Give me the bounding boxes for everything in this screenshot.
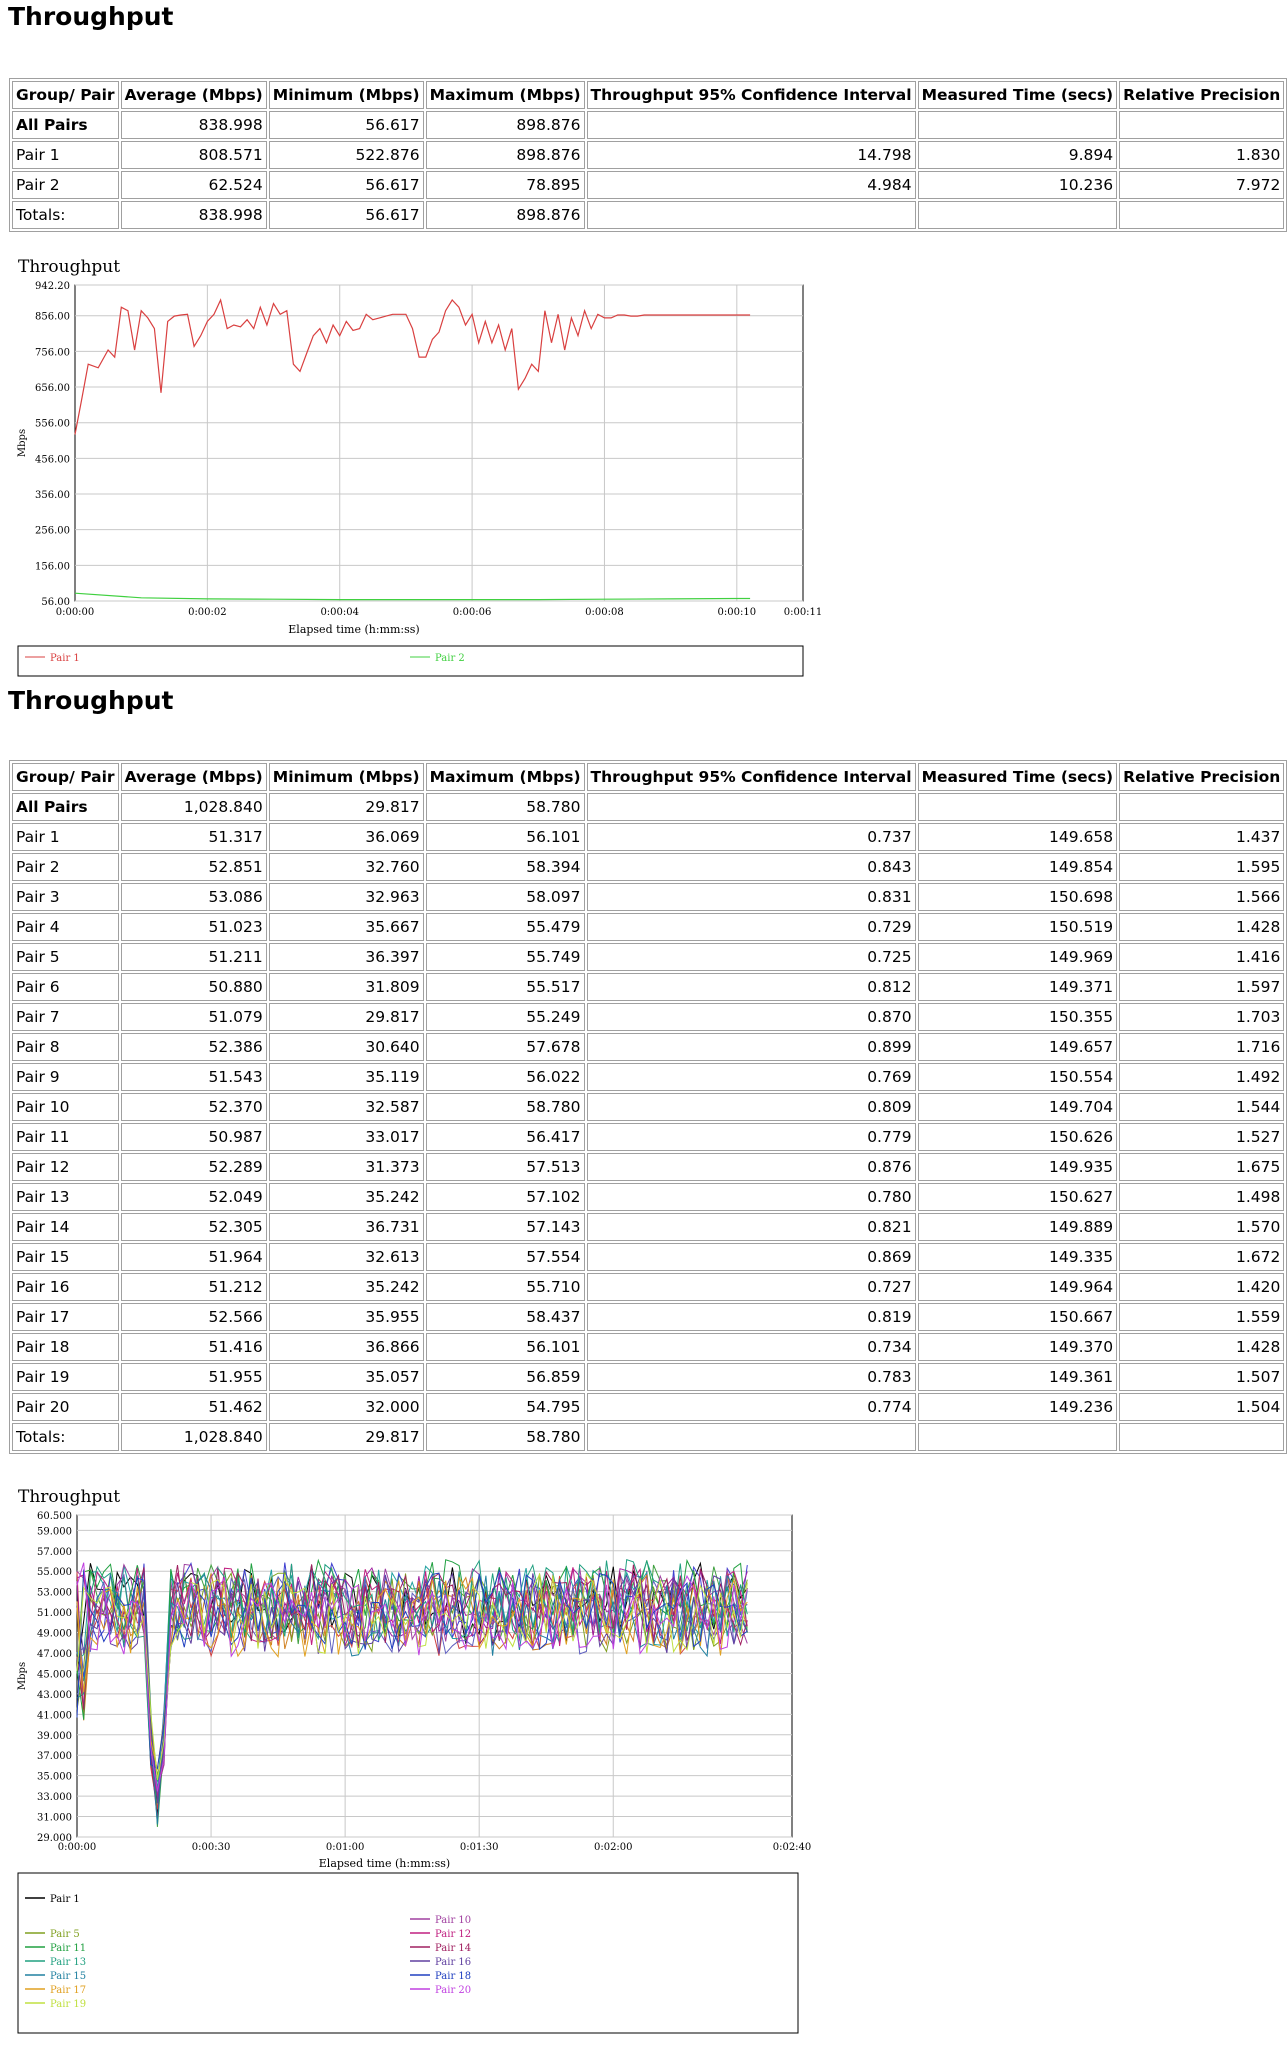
table-cell: 1.595 — [1119, 853, 1284, 881]
row-label-cell: Pair 6 — [12, 973, 119, 1001]
table-cell: 1.507 — [1119, 1363, 1284, 1391]
table-cell: 898.876 — [426, 111, 585, 139]
x-tick-label: 0:00:00 — [55, 607, 95, 618]
table-cell: 1.716 — [1119, 1033, 1284, 1061]
y-tick-label: 53.000 — [37, 1587, 72, 1599]
row-label-cell: Pair 10 — [12, 1093, 119, 1121]
x-tick-label: 0:00:10 — [717, 607, 757, 618]
y-tick-label: 55.000 — [37, 1567, 72, 1579]
table-cell: 56.101 — [426, 1333, 585, 1361]
table-cell: 35.119 — [269, 1063, 424, 1091]
table-row — [12, 1213, 1284, 1241]
x-tick-label: 0:00:30 — [191, 1842, 231, 1853]
table-cell: 0.899 — [587, 1033, 916, 1061]
table-cell: 149.335 — [918, 1243, 1118, 1271]
table-cell: 57.554 — [426, 1243, 585, 1271]
y-tick-label: 51.000 — [37, 1608, 72, 1620]
table-cell: 58.394 — [426, 853, 585, 881]
column-header: Relative Precision — [1119, 81, 1284, 109]
table-cell: 1.420 — [1119, 1273, 1284, 1301]
table-cell: 50.880 — [121, 973, 267, 1001]
table-cell: 32.587 — [269, 1093, 424, 1121]
table-cell — [1119, 111, 1284, 139]
section2-heading: Throughput — [8, 686, 174, 715]
column-header: Measured Time (secs) — [918, 81, 1118, 109]
table-cell: 0.812 — [587, 973, 916, 1001]
table-cell: 52.851 — [121, 853, 267, 881]
y-tick-label: 656.00 — [35, 383, 70, 395]
table-cell: 7.972 — [1119, 171, 1284, 199]
table-cell: 1,028.840 — [121, 793, 267, 821]
table-cell: 0.780 — [587, 1183, 916, 1211]
y-tick-label: 47.000 — [37, 1649, 72, 1660]
table-cell: 35.242 — [269, 1273, 424, 1301]
table-cell: 55.249 — [426, 1003, 585, 1031]
row-label-cell: Pair 2 — [12, 171, 119, 199]
table-cell: 55.749 — [426, 943, 585, 971]
table-cell: 150.667 — [918, 1303, 1118, 1331]
chart1-svg — [15, 252, 823, 682]
x-tick-label: 0:02:40 — [772, 1842, 812, 1853]
table-cell: 53.086 — [121, 883, 267, 911]
table-cell: 149.371 — [918, 973, 1118, 1001]
row-label-cell: Pair 16 — [12, 1273, 119, 1301]
y-tick-label: 60.500 — [37, 1511, 72, 1522]
y-tick-label: 41.000 — [37, 1710, 72, 1722]
table-row — [12, 823, 1284, 851]
x-tick-label: 0:00:06 — [452, 607, 492, 618]
table-cell: 1.498 — [1119, 1183, 1284, 1211]
table-cell: 149.964 — [918, 1273, 1118, 1301]
table-row — [12, 1333, 1284, 1361]
table-cell: 0.769 — [587, 1063, 916, 1091]
plot-area — [77, 1515, 792, 1837]
column-header: Throughput 95% Confidence Interval — [587, 81, 916, 109]
table-cell — [918, 201, 1118, 229]
table-cell — [587, 111, 916, 139]
table-cell: 149.854 — [918, 853, 1118, 881]
table-cell: 29.817 — [269, 1423, 424, 1451]
table-cell: 0.821 — [587, 1213, 916, 1241]
table-cell: 36.731 — [269, 1213, 424, 1241]
table-cell: 1.428 — [1119, 913, 1284, 941]
table-cell: 9.894 — [918, 141, 1118, 169]
row-label-cell: Pair 3 — [12, 883, 119, 911]
table-cell: 55.479 — [426, 913, 585, 941]
table-row — [12, 1363, 1284, 1391]
table-cell: 51.317 — [121, 823, 267, 851]
legend-label: Pair 1 — [50, 653, 80, 664]
table-cell: 58.097 — [426, 883, 585, 911]
table-cell: 149.935 — [918, 1153, 1118, 1181]
column-header: Group/ Pair — [12, 763, 119, 791]
table-cell: 0.737 — [587, 823, 916, 851]
table-cell: 898.876 — [426, 201, 585, 229]
column-header: Average (Mbps) — [121, 763, 267, 791]
table-cell: 58.780 — [426, 1423, 585, 1451]
column-header: Maximum (Mbps) — [426, 763, 585, 791]
table-cell: 149.236 — [918, 1393, 1118, 1421]
x-tick-label: 0:01:30 — [459, 1842, 499, 1853]
table-cell: 78.895 — [426, 171, 585, 199]
table-cell: 10.236 — [918, 171, 1118, 199]
table-cell: 1.675 — [1119, 1153, 1284, 1181]
table-row — [12, 1273, 1284, 1301]
column-header: Minimum (Mbps) — [269, 81, 424, 109]
column-header: Relative Precision — [1119, 763, 1284, 791]
table-cell: 522.876 — [269, 141, 424, 169]
table-cell: 149.361 — [918, 1363, 1118, 1391]
table-cell: 0.876 — [587, 1153, 916, 1181]
x-tick-label: 0:00:11 — [783, 607, 823, 618]
legend-label: Pair 14 — [435, 1943, 472, 1954]
column-header: Group/ Pair — [12, 81, 119, 109]
table-cell: 1.527 — [1119, 1123, 1284, 1151]
table-row — [12, 1423, 1284, 1451]
table-cell: 0.870 — [587, 1003, 916, 1031]
table-cell: 52.289 — [121, 1153, 267, 1181]
legend-label: Pair 12 — [435, 1929, 472, 1940]
y-tick-label: 49.000 — [37, 1628, 72, 1640]
throughput-chart-1 — [15, 252, 823, 682]
table-cell: 149.658 — [918, 823, 1118, 851]
y-tick-label: 43.000 — [37, 1689, 72, 1701]
table-cell: 0.843 — [587, 853, 916, 881]
table-row — [12, 853, 1284, 881]
table-row — [12, 913, 1284, 941]
table-cell: 149.704 — [918, 1093, 1118, 1121]
y-axis-label: Mbps — [17, 1661, 28, 1691]
table-header-row — [12, 763, 1284, 791]
y-tick-label: 256.00 — [35, 525, 70, 537]
x-tick-label: 0:02:00 — [593, 1842, 633, 1853]
table-cell: 149.370 — [918, 1333, 1118, 1361]
table-cell: 52.370 — [121, 1093, 267, 1121]
table-cell: 35.057 — [269, 1363, 424, 1391]
table-cell — [587, 201, 916, 229]
table-cell: 0.729 — [587, 913, 916, 941]
table-cell: 1.428 — [1119, 1333, 1284, 1361]
legend-label: Pair 19 — [50, 1999, 87, 2010]
y-tick-label: 45.000 — [37, 1669, 72, 1681]
table-cell: 32.760 — [269, 853, 424, 881]
table-cell — [587, 1423, 916, 1451]
column-header: Minimum (Mbps) — [269, 763, 424, 791]
table-cell: 1.416 — [1119, 943, 1284, 971]
legend-label: Pair 16 — [435, 1957, 472, 1968]
table-cell: 35.242 — [269, 1183, 424, 1211]
row-label-cell: Pair 11 — [12, 1123, 119, 1151]
table-row — [12, 1393, 1284, 1421]
row-label-cell: Pair 5 — [12, 943, 119, 971]
x-tick-label: 0:00:04 — [320, 607, 360, 618]
x-axis-label: Elapsed time (h:mm:ss) — [318, 1857, 451, 1870]
table-cell: 0.725 — [587, 943, 916, 971]
table-cell: 51.212 — [121, 1273, 267, 1301]
chart2-svg — [15, 1480, 815, 2040]
table-cell: 150.698 — [918, 883, 1118, 911]
row-label-cell: Pair 20 — [12, 1393, 119, 1421]
table-cell: 29.817 — [269, 793, 424, 821]
table-cell: 52.566 — [121, 1303, 267, 1331]
table-cell: 150.627 — [918, 1183, 1118, 1211]
row-label-cell: Pair 17 — [12, 1303, 119, 1331]
y-tick-label: 942.20 — [35, 281, 70, 292]
table-cell: 150.626 — [918, 1123, 1118, 1151]
row-label-cell: Pair 19 — [12, 1363, 119, 1391]
row-label-cell: All Pairs — [12, 111, 119, 139]
table-cell: 56.859 — [426, 1363, 585, 1391]
table-cell: 0.774 — [587, 1393, 916, 1421]
table-cell: 57.143 — [426, 1213, 585, 1241]
y-tick-label: 856.00 — [35, 311, 70, 323]
y-tick-label: 756.00 — [35, 347, 70, 359]
column-header: Average (Mbps) — [121, 81, 267, 109]
row-label-cell: Totals: — [12, 1423, 119, 1451]
table-cell: 57.102 — [426, 1183, 585, 1211]
table-cell: 898.876 — [426, 141, 585, 169]
table-row — [12, 201, 1284, 229]
table-cell: 36.866 — [269, 1333, 424, 1361]
table-cell: 1.570 — [1119, 1213, 1284, 1241]
table-cell — [1119, 793, 1284, 821]
table-cell: 51.462 — [121, 1393, 267, 1421]
throughput-table-2 — [9, 760, 1287, 1454]
table-cell: 30.640 — [269, 1033, 424, 1061]
table-cell: 150.519 — [918, 913, 1118, 941]
table-row — [12, 171, 1284, 199]
table-cell — [918, 793, 1118, 821]
table-cell: 54.795 — [426, 1393, 585, 1421]
table-cell: 56.101 — [426, 823, 585, 851]
table-cell: 0.819 — [587, 1303, 916, 1331]
y-tick-label: 37.000 — [37, 1751, 72, 1763]
y-tick-label: 556.00 — [35, 418, 70, 430]
table-cell: 149.889 — [918, 1213, 1118, 1241]
row-label-cell: All Pairs — [12, 793, 119, 821]
table-cell: 52.386 — [121, 1033, 267, 1061]
table-cell: 1.504 — [1119, 1393, 1284, 1421]
table-cell: 52.305 — [121, 1213, 267, 1241]
table-cell: 56.617 — [269, 171, 424, 199]
row-label-cell: Pair 2 — [12, 853, 119, 881]
table-cell: 0.783 — [587, 1363, 916, 1391]
table-cell: 1.566 — [1119, 883, 1284, 911]
table-cell: 32.963 — [269, 883, 424, 911]
table-cell: 1,028.840 — [121, 1423, 267, 1451]
x-tick-label: 0:00:00 — [57, 1842, 97, 1853]
table-cell: 150.554 — [918, 1063, 1118, 1091]
legend-label: Pair 2 — [435, 653, 465, 664]
table-cell: 58.780 — [426, 793, 585, 821]
table-cell: 0.869 — [587, 1243, 916, 1271]
table-row — [12, 1063, 1284, 1091]
table-row — [12, 1243, 1284, 1271]
table-cell: 58.780 — [426, 1093, 585, 1121]
table-cell: 0.779 — [587, 1123, 916, 1151]
table-cell: 29.817 — [269, 1003, 424, 1031]
table-cell: 4.984 — [587, 171, 916, 199]
y-tick-label: 31.000 — [37, 1812, 72, 1824]
legend-label: Pair 10 — [435, 1915, 472, 1926]
row-label-cell: Pair 8 — [12, 1033, 119, 1061]
y-tick-label: 56.00 — [41, 597, 70, 608]
table-cell: 50.987 — [121, 1123, 267, 1151]
table-row — [12, 1003, 1284, 1031]
table-cell: 35.955 — [269, 1303, 424, 1331]
table-row — [12, 1093, 1284, 1121]
table-row — [12, 1303, 1284, 1331]
table-cell: 55.710 — [426, 1273, 585, 1301]
table-cell: 52.049 — [121, 1183, 267, 1211]
table-row — [12, 973, 1284, 1001]
table-header-row — [12, 81, 1284, 109]
row-label-cell: Pair 1 — [12, 141, 119, 169]
legend-label: Pair 15 — [50, 1971, 87, 1982]
table-cell: 31.373 — [269, 1153, 424, 1181]
y-tick-label: 35.000 — [37, 1771, 72, 1783]
table-cell: 32.000 — [269, 1393, 424, 1421]
y-tick-label: 33.000 — [37, 1792, 72, 1804]
table-row — [12, 1153, 1284, 1181]
x-axis-label: Elapsed time (h:mm:ss) — [288, 623, 420, 636]
table-cell: 0.727 — [587, 1273, 916, 1301]
row-label-cell: Pair 14 — [12, 1213, 119, 1241]
row-label-cell: Totals: — [12, 201, 119, 229]
table-cell: 32.613 — [269, 1243, 424, 1271]
column-header: Throughput 95% Confidence Interval — [587, 763, 916, 791]
table-cell: 1.544 — [1119, 1093, 1284, 1121]
row-label-cell: Pair 15 — [12, 1243, 119, 1271]
table-cell: 35.667 — [269, 913, 424, 941]
table-cell — [1119, 1423, 1284, 1451]
legend-box — [18, 1873, 798, 2033]
chart-title: Throughput — [18, 257, 121, 277]
y-tick-label: 456.00 — [35, 454, 70, 466]
table-cell: 14.798 — [587, 141, 916, 169]
legend-label: Pair 20 — [435, 1985, 472, 1996]
table-cell: 0.831 — [587, 883, 916, 911]
table-cell: 56.617 — [269, 111, 424, 139]
x-tick-label: 0:01:00 — [325, 1842, 365, 1853]
legend-box — [18, 646, 803, 676]
table-row — [12, 1123, 1284, 1151]
table-cell — [1119, 201, 1284, 229]
table-row — [12, 793, 1284, 821]
x-tick-label: 0:00:02 — [188, 607, 227, 618]
row-label-cell: Pair 18 — [12, 1333, 119, 1361]
row-label-cell: Pair 12 — [12, 1153, 119, 1181]
table-cell: 808.571 — [121, 141, 267, 169]
table-cell: 150.355 — [918, 1003, 1118, 1031]
table-cell: 1.492 — [1119, 1063, 1284, 1091]
table-row — [12, 111, 1284, 139]
legend-label: Pair 18 — [435, 1971, 472, 1982]
table-cell — [587, 793, 916, 821]
y-tick-label: 356.00 — [35, 490, 70, 502]
table-cell: 1.703 — [1119, 1003, 1284, 1031]
legend-label: Pair 5 — [50, 1929, 80, 1940]
table-cell: 36.397 — [269, 943, 424, 971]
table-cell: 0.809 — [587, 1093, 916, 1121]
table-cell — [918, 111, 1118, 139]
row-label-cell: Pair 13 — [12, 1183, 119, 1211]
table-cell: 51.543 — [121, 1063, 267, 1091]
table-cell: 51.211 — [121, 943, 267, 971]
table-cell: 1.830 — [1119, 141, 1284, 169]
table-row — [12, 883, 1284, 911]
table-cell: 0.734 — [587, 1333, 916, 1361]
table-cell: 31.809 — [269, 973, 424, 1001]
row-label-cell: Pair 1 — [12, 823, 119, 851]
table-row — [12, 1183, 1284, 1211]
table-cell: 36.069 — [269, 823, 424, 851]
legend-label: Pair 17 — [50, 1985, 87, 1996]
table-cell: 838.998 — [121, 111, 267, 139]
throughput-chart-2 — [15, 1480, 815, 2040]
table-cell: 838.998 — [121, 201, 267, 229]
table-cell: 1.597 — [1119, 973, 1284, 1001]
table-cell: 57.678 — [426, 1033, 585, 1061]
y-tick-label: 29.000 — [37, 1833, 72, 1844]
y-tick-label: 39.000 — [37, 1730, 72, 1742]
table-row — [12, 141, 1284, 169]
table-row — [12, 1033, 1284, 1061]
legend-label: Pair 1 — [50, 1894, 80, 1905]
y-tick-label: 59.000 — [37, 1526, 72, 1538]
y-axis-label: Mbps — [17, 428, 28, 458]
y-tick-label: 156.00 — [35, 561, 70, 573]
table-cell: 55.517 — [426, 973, 585, 1001]
table-row — [12, 943, 1284, 971]
table-cell — [918, 1423, 1118, 1451]
chart-title: Throughput — [18, 1487, 121, 1507]
section1-heading: Throughput — [8, 2, 174, 31]
table-cell: 56.417 — [426, 1123, 585, 1151]
table-cell: 1.672 — [1119, 1243, 1284, 1271]
table-cell: 33.017 — [269, 1123, 424, 1151]
row-label-cell: Pair 9 — [12, 1063, 119, 1091]
legend-label: Pair 13 — [50, 1957, 87, 1968]
table-cell: 149.969 — [918, 943, 1118, 971]
column-header: Measured Time (secs) — [918, 763, 1118, 791]
table-cell: 51.955 — [121, 1363, 267, 1391]
table-cell: 58.437 — [426, 1303, 585, 1331]
table-cell: 1.559 — [1119, 1303, 1284, 1331]
table-cell: 1.437 — [1119, 823, 1284, 851]
table-cell: 149.657 — [918, 1033, 1118, 1061]
column-header: Maximum (Mbps) — [426, 81, 585, 109]
table-cell: 56.022 — [426, 1063, 585, 1091]
row-label-cell: Pair 7 — [12, 1003, 119, 1031]
table-cell: 62.524 — [121, 171, 267, 199]
table-cell: 51.416 — [121, 1333, 267, 1361]
table-cell: 51.079 — [121, 1003, 267, 1031]
y-tick-label: 57.000 — [37, 1546, 72, 1558]
x-tick-label: 0:00:08 — [585, 607, 624, 618]
row-label-cell: Pair 4 — [12, 913, 119, 941]
legend-label: Pair 11 — [50, 1943, 87, 1954]
table-cell: 56.617 — [269, 201, 424, 229]
throughput-table-1 — [9, 78, 1287, 232]
table-cell: 57.513 — [426, 1153, 585, 1181]
table-cell: 51.964 — [121, 1243, 267, 1271]
table-cell: 51.023 — [121, 913, 267, 941]
